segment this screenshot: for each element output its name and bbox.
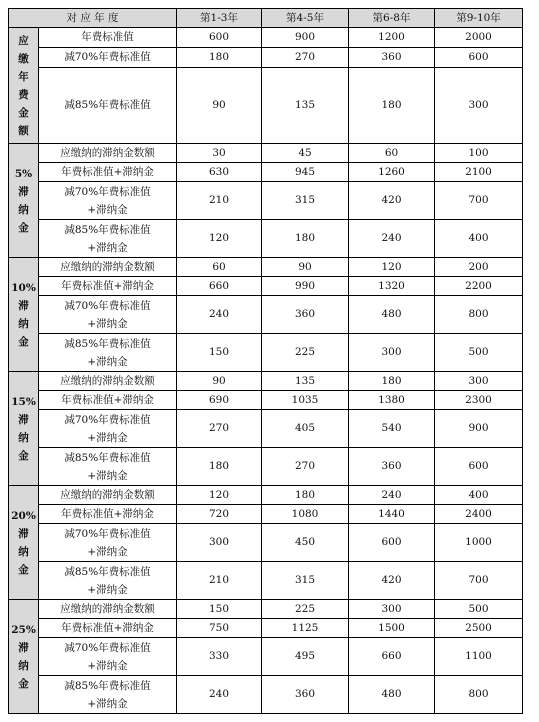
table-cell: 540: [349, 410, 435, 448]
table-cell: 135: [262, 68, 349, 144]
table-row: [9, 391, 523, 410]
section-percent: 20%: [11, 509, 36, 522]
row-label-line: 减85%年费标准值: [64, 337, 151, 350]
table-cell: 300: [349, 334, 435, 372]
table-cell: 2400: [435, 505, 523, 524]
section-title-char: 纳: [18, 659, 29, 672]
row-label-line: +滞纳金: [87, 203, 128, 216]
table-cell: 225: [262, 600, 349, 619]
section-title-char: 纳: [18, 203, 29, 216]
table-row: [9, 676, 523, 714]
table-row: [9, 68, 523, 144]
table-row: [9, 486, 523, 505]
row-label: 应缴纳的滞纳金数额: [39, 144, 177, 163]
table-cell: 990: [262, 277, 349, 296]
table-row: [9, 182, 523, 220]
table-cell: 90: [177, 68, 262, 144]
table-row: [9, 163, 523, 182]
table-row: [9, 296, 523, 334]
table-row: [9, 220, 523, 258]
row-label: [39, 220, 177, 258]
table-cell: 1200: [349, 28, 435, 48]
table-row: [9, 619, 523, 638]
section-title-char: 滞: [18, 413, 29, 426]
table-cell: 700: [435, 182, 523, 220]
table-cell: 495: [262, 638, 349, 676]
row-label: 应缴纳的滞纳金数额: [39, 372, 177, 391]
table-cell: 1440: [349, 505, 435, 524]
table-cell: 2500: [435, 619, 523, 638]
table-cell: 1380: [349, 391, 435, 410]
table-cell: 360: [349, 448, 435, 486]
table-cell: 45: [262, 144, 349, 163]
table-cell: 210: [177, 182, 262, 220]
table-row: [9, 28, 523, 48]
table-cell: 700: [435, 562, 523, 600]
table-cell: 1100: [435, 638, 523, 676]
header-col-4: 第9-10年: [435, 9, 523, 28]
row-label-line: +滞纳金: [87, 659, 128, 672]
table-cell: 90: [262, 258, 349, 277]
table-cell: 270: [177, 410, 262, 448]
row-label-line: 减85%年费标准值: [64, 451, 151, 464]
table-cell: 330: [177, 638, 262, 676]
row-label: 减85%年费标准值: [39, 68, 177, 144]
table-cell: 225: [262, 334, 349, 372]
row-label: [39, 296, 177, 334]
table-cell: 180: [177, 448, 262, 486]
table-cell: 660: [349, 638, 435, 676]
table-cell: 210: [177, 562, 262, 600]
table-cell: 420: [349, 562, 435, 600]
table-cell: 600: [349, 524, 435, 562]
table-cell: 300: [435, 372, 523, 391]
section-title: [9, 600, 39, 714]
table-cell: 600: [177, 28, 262, 48]
row-label-line: 减85%年费标准值: [64, 679, 151, 692]
table-cell: 180: [177, 48, 262, 68]
row-label: 减70%年费标准值: [39, 48, 177, 68]
header-col-2: 第4-5年: [262, 9, 349, 28]
row-label-line: +滞纳金: [87, 469, 128, 482]
section-percent: 10%: [11, 281, 36, 294]
row-label-line: +滞纳金: [87, 355, 128, 368]
row-label: 应缴纳的滞纳金数额: [39, 258, 177, 277]
table-row: [9, 334, 523, 372]
fee-table-body: [9, 9, 523, 714]
row-label-line: 减70%年费标准值: [64, 413, 151, 426]
table-cell: 945: [262, 163, 349, 182]
table-cell: 800: [435, 676, 523, 714]
row-label: 年费标准值+滞纳金: [39, 163, 177, 182]
table-cell: 1035: [262, 391, 349, 410]
row-label-line: 减70%年费标准值: [64, 185, 151, 198]
row-label: [39, 182, 177, 220]
table-cell: 600: [435, 48, 523, 68]
row-label-line: 减70%年费标准值: [64, 299, 151, 312]
section-title: [9, 258, 39, 372]
table-cell: 2100: [435, 163, 523, 182]
table-cell: 405: [262, 410, 349, 448]
table-cell: 500: [435, 600, 523, 619]
table-cell: 360: [349, 48, 435, 68]
table-row: [9, 638, 523, 676]
row-label: 应缴纳的滞纳金数额: [39, 486, 177, 505]
table-cell: 900: [262, 28, 349, 48]
table-row: [9, 505, 523, 524]
row-label-line: 减85%年费标准值: [64, 223, 151, 236]
row-label-line: 减85%年费标准值: [64, 565, 151, 578]
header-col-3: 第6-8年: [349, 9, 435, 28]
section-title-char: 金: [18, 106, 29, 119]
section-title-char: 纳: [18, 317, 29, 330]
table-cell: 135: [262, 372, 349, 391]
table-cell: 1260: [349, 163, 435, 182]
section-title-char: 金: [18, 335, 29, 348]
row-label-line: +滞纳金: [87, 545, 128, 558]
section-title-char: 纳: [18, 545, 29, 558]
row-label: [39, 334, 177, 372]
section-title-char: 滞: [18, 185, 29, 198]
table-row: [9, 144, 523, 163]
row-label: [39, 448, 177, 486]
section-title-base: [9, 28, 39, 144]
table-row: [9, 600, 523, 619]
table-cell: 400: [435, 220, 523, 258]
table-cell: 600: [435, 448, 523, 486]
section-percent: 5%: [14, 167, 33, 180]
table-cell: 180: [262, 220, 349, 258]
section-title-char: 费: [18, 88, 29, 101]
section-percent: 25%: [11, 623, 36, 636]
table-cell: 180: [262, 486, 349, 505]
table-cell: 240: [177, 676, 262, 714]
row-label-line: +滞纳金: [87, 241, 128, 254]
row-label: 应缴纳的滞纳金数额: [39, 600, 177, 619]
table-cell: 2000: [435, 28, 523, 48]
table-cell: 300: [177, 524, 262, 562]
table-cell: 500: [435, 334, 523, 372]
table-row: [9, 524, 523, 562]
table-cell: 315: [262, 562, 349, 600]
table-cell: 240: [177, 296, 262, 334]
table-cell: 200: [435, 258, 523, 277]
row-label: 年费标准值+滞纳金: [39, 505, 177, 524]
row-label: [39, 562, 177, 600]
table-cell: 800: [435, 296, 523, 334]
section-title-char: 应: [18, 34, 29, 47]
table-row: [9, 448, 523, 486]
section-title-char: 金: [18, 449, 29, 462]
table-cell: 150: [177, 600, 262, 619]
row-label-line: +滞纳金: [87, 431, 128, 444]
section-title-char: 金: [18, 677, 29, 690]
header-year-label: 对 应 年 度: [9, 9, 177, 28]
row-label-line: +滞纳金: [87, 697, 128, 710]
section-title-char: 金: [18, 563, 29, 576]
section-title-char: 滞: [18, 527, 29, 540]
table-cell: 720: [177, 505, 262, 524]
section-title-char: 滞: [18, 641, 29, 654]
row-label-line: 减70%年费标准值: [64, 527, 151, 540]
table-row: [9, 277, 523, 296]
table-cell: 120: [177, 486, 262, 505]
section-title: [9, 372, 39, 486]
section-percent: 15%: [11, 395, 36, 408]
table-cell: 30: [177, 144, 262, 163]
table-row: [9, 258, 523, 277]
table-cell: 660: [177, 277, 262, 296]
fee-table: [8, 8, 523, 714]
table-cell: 1000: [435, 524, 523, 562]
row-label: [39, 410, 177, 448]
table-cell: 240: [349, 486, 435, 505]
table-cell: 315: [262, 182, 349, 220]
section-title-char: 金: [18, 221, 29, 234]
table-cell: 120: [177, 220, 262, 258]
table-cell: 1125: [262, 619, 349, 638]
row-label-line: +滞纳金: [87, 317, 128, 330]
table-cell: 240: [349, 220, 435, 258]
table-cell: 60: [349, 144, 435, 163]
table-row: [9, 562, 523, 600]
section-title-char: 额: [18, 124, 29, 137]
table-row: [9, 410, 523, 448]
table-cell: 100: [435, 144, 523, 163]
table-cell: 420: [349, 182, 435, 220]
header-col-1: 第1-3年: [177, 9, 262, 28]
table-cell: 120: [349, 258, 435, 277]
table-cell: 180: [349, 68, 435, 144]
table-cell: 750: [177, 619, 262, 638]
table-row: [9, 372, 523, 391]
row-label: 年费标准值+滞纳金: [39, 391, 177, 410]
table-cell: 300: [349, 600, 435, 619]
row-label: [39, 524, 177, 562]
table-cell: 60: [177, 258, 262, 277]
table-cell: 360: [262, 676, 349, 714]
section-title-char: 纳: [18, 431, 29, 444]
table-cell: 480: [349, 296, 435, 334]
table-cell: 180: [349, 372, 435, 391]
table-cell: 1500: [349, 619, 435, 638]
header-row: [9, 9, 523, 28]
table-cell: 480: [349, 676, 435, 714]
section-title: [9, 144, 39, 258]
table-cell: 1080: [262, 505, 349, 524]
row-label: [39, 638, 177, 676]
section-title: [9, 486, 39, 600]
row-label: [39, 676, 177, 714]
row-label-line: 减70%年费标准值: [64, 641, 151, 654]
table-cell: 90: [177, 372, 262, 391]
table-cell: 150: [177, 334, 262, 372]
row-label: 年费标准值+滞纳金: [39, 619, 177, 638]
section-title-char: 滞: [18, 299, 29, 312]
table-cell: 300: [435, 68, 523, 144]
table-cell: 2200: [435, 277, 523, 296]
table-cell: 400: [435, 486, 523, 505]
row-label: 年费标准值+滞纳金: [39, 277, 177, 296]
table-cell: 450: [262, 524, 349, 562]
table-cell: 270: [262, 48, 349, 68]
table-cell: 2300: [435, 391, 523, 410]
table-cell: 690: [177, 391, 262, 410]
row-label: 年费标准值: [39, 28, 177, 48]
section-title-char: 缴: [18, 52, 29, 65]
table-row: [9, 48, 523, 68]
row-label-line: +滞纳金: [87, 583, 128, 596]
table-cell: 270: [262, 448, 349, 486]
table-cell: 900: [435, 410, 523, 448]
table-cell: 630: [177, 163, 262, 182]
table-cell: 360: [262, 296, 349, 334]
section-title-char: 年: [18, 70, 29, 83]
table-cell: 1320: [349, 277, 435, 296]
